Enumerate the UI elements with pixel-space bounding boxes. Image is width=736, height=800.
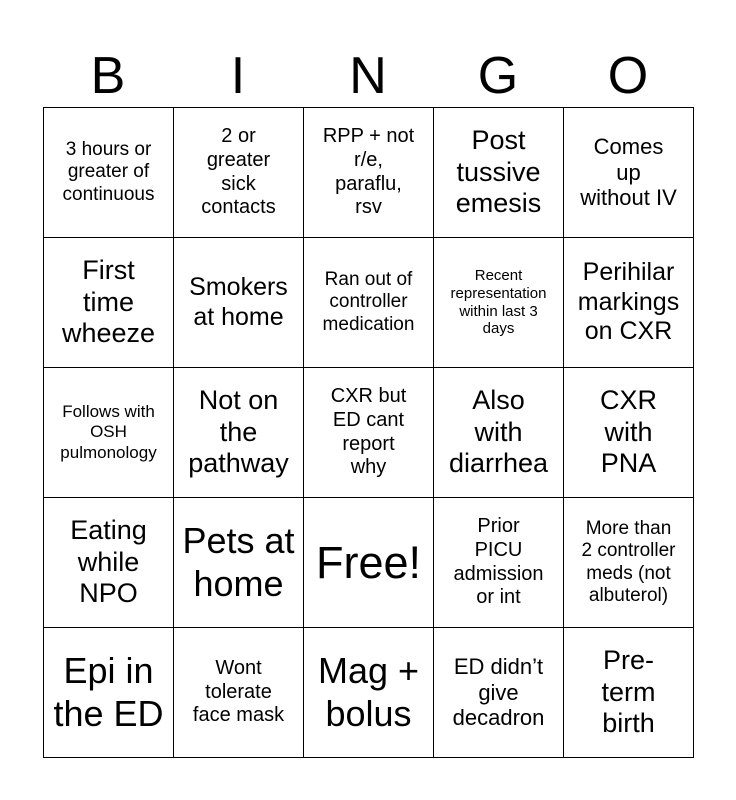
bingo-cell[interactable]: 2 or greater sick contacts	[174, 108, 304, 238]
header-letter-g: G	[477, 47, 519, 105]
bingo-cell[interactable]: Smokers at home	[174, 238, 304, 368]
board-row	[44, 628, 694, 758]
bingo-cell[interactable]: 3 hours or greater of continuous	[44, 108, 174, 238]
header-letter-b: B	[90, 47, 126, 105]
bingo-cell[interactable]: Wont tolerate face mask	[174, 628, 304, 758]
bingo-cell[interactable]: Epi in the ED	[44, 628, 174, 758]
bingo-cell[interactable]: Post tussive emesis	[434, 108, 564, 238]
bingo-cell[interactable]: RPP + not r/e, paraflu, rsv	[304, 108, 434, 238]
bingo-cell[interactable]: CXR with PNA	[564, 368, 694, 498]
bingo-cell[interactable]: Perihilar markings on CXR	[564, 238, 694, 368]
bingo-cell[interactable]: Recent representation within last 3 days	[434, 238, 564, 368]
bingo-cell[interactable]: Comes up without IV	[564, 108, 694, 238]
bingo-cell[interactable]: ED didn’t give decadron	[434, 628, 564, 758]
bingo-cell[interactable]: More than 2 controller meds (not albuterol)	[564, 498, 694, 628]
board-row	[44, 108, 694, 238]
board-row	[44, 498, 694, 628]
bingo-cell[interactable]: Mag + bolus	[304, 628, 434, 758]
bingo-cell[interactable]: Follows with OSH pulmonology	[44, 368, 174, 498]
header-letter-o: O	[607, 47, 649, 105]
bingo-cell[interactable]: Pets at home	[174, 498, 304, 628]
bingo-cell[interactable]: Eating while NPO	[44, 498, 174, 628]
bingo-cell[interactable]: Ran out of controller medication	[304, 238, 434, 368]
board-row	[44, 368, 694, 498]
bingo-board	[43, 107, 694, 758]
bingo-header	[43, 45, 693, 107]
bingo-cell[interactable]: Prior PICU admission or int	[434, 498, 564, 628]
bingo-cell[interactable]: Not on the pathway	[174, 368, 304, 498]
bingo-cell[interactable]: CXR but ED cant report why	[304, 368, 434, 498]
bingo-cell[interactable]: Also with diarrhea	[434, 368, 564, 498]
bingo-cell[interactable]: Pre- term birth	[564, 628, 694, 758]
bingo-cell[interactable]: First time wheeze	[44, 238, 174, 368]
bingo-free-cell[interactable]: Free!	[304, 498, 434, 628]
board-row	[44, 238, 694, 368]
header-letter-n: N	[349, 47, 387, 105]
header-letter-i: I	[230, 47, 246, 105]
